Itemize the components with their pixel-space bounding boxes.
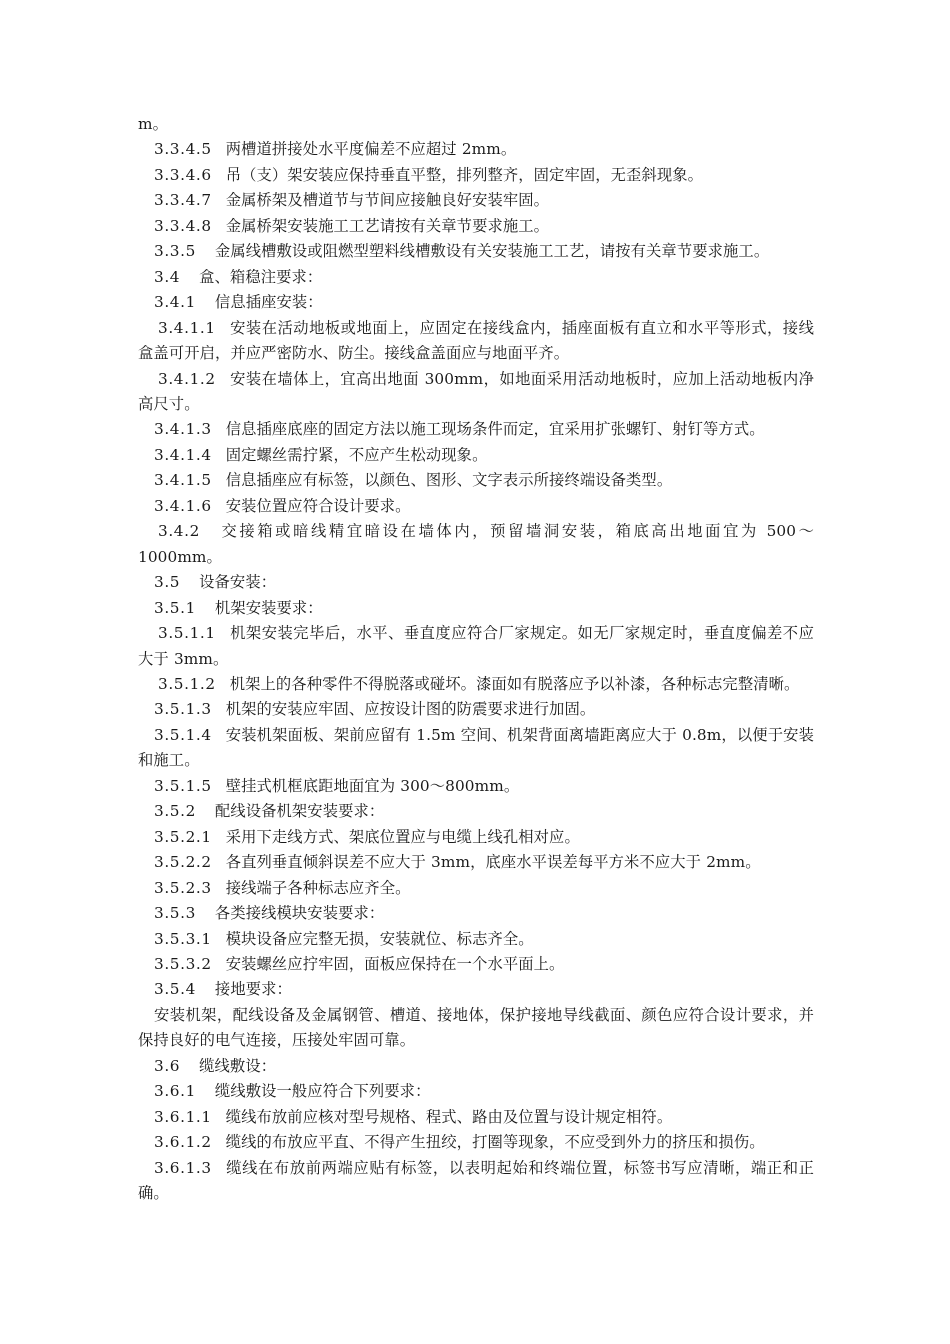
- clause-number: 3.5.1.1: [158, 624, 216, 643]
- clause-paragraph: [138, 1156, 814, 1207]
- clause-paragraph: [138, 596, 814, 621]
- clause-number: 3.3.4.6: [154, 165, 212, 184]
- clause-number: 3.5.1.5: [154, 776, 212, 795]
- clause-text: 安装位置应符合设计要求。: [225, 496, 411, 515]
- clause-paragraph: [138, 1054, 814, 1079]
- clause-text: 配线设备机架安装要求：: [214, 802, 385, 821]
- clause-text: 模块设备应完整无损，安装就位、标志齐全。: [225, 929, 534, 948]
- clause-text: 采用下走线方式、架底位置应与电缆上线孔相对应。: [225, 827, 580, 846]
- clause-paragraph: [138, 927, 814, 952]
- clause-text: 信息插座安装：: [214, 293, 323, 312]
- clause-paragraph: [138, 570, 814, 595]
- clause-paragraph: [138, 901, 814, 926]
- clause-text: 缆线敷设：: [199, 1056, 277, 1075]
- clause-number: 3.3.5: [154, 242, 196, 261]
- clause-text: 缆线敷设一般应符合下列要求：: [214, 1082, 431, 1101]
- clause-number: 3.5.1.4: [154, 725, 212, 744]
- clause-text: 吊（支）架安装应保持垂直平整，排列整齐，固定牢固，无歪斜现象。: [225, 165, 704, 184]
- clause-paragraph: [138, 265, 814, 290]
- clause-paragraph: [138, 977, 814, 1002]
- clause-paragraph: [138, 188, 814, 213]
- clause-paragraph: [138, 239, 814, 264]
- clause-text: 安装机架，配线设备及金属钢管、槽道、接地体，保护接地导线截面、颜色应符合设计要求，并保持良好的电气连接，压接处牢固可靠。: [138, 1005, 814, 1050]
- clause-number: 3.4.1.3: [154, 420, 212, 439]
- clause-number: 3.4.1.5: [154, 471, 212, 490]
- clause-number: 3.5.1.2: [158, 674, 216, 693]
- clause-paragraph: [138, 214, 814, 239]
- clause-number: 3.5.1: [154, 598, 196, 617]
- clause-text: 设备安装：: [199, 573, 277, 592]
- clause-paragraph: [138, 1130, 814, 1155]
- clause-text: 安装机架面板、架前应留有 1.5m 空间、机架背面离墙距离应大于 0.8m，以便于安装和施工。: [138, 725, 814, 770]
- clause-paragraph: [138, 672, 814, 697]
- clause-number: 3.6.1.1: [154, 1107, 212, 1126]
- clause-number: 3.5: [154, 573, 181, 592]
- clause-number: 3.5.4: [154, 980, 196, 999]
- clause-paragraph: [138, 952, 814, 977]
- clause-text: 金属桥架安装施工工艺请按有关章节要求施工。: [225, 216, 550, 235]
- clause-number: 3.5.2.1: [154, 827, 212, 846]
- clause-text: 金属桥架及槽道节与节间应接触良好安装牢固。: [225, 191, 550, 210]
- clause-paragraph: [138, 1105, 814, 1130]
- clause-paragraph: [138, 290, 814, 315]
- clause-text: 固定螺丝需拧紧，不应产生松动现象。: [225, 445, 488, 464]
- clause-text: 盒、箱稳注要求：: [199, 267, 323, 286]
- clause-text: 信息插座应有标签，以颜色、图形、文字表示所接终端设备类型。: [225, 471, 673, 490]
- clause-number: 3.3.4.5: [154, 140, 212, 159]
- clause-text: 缆线布放前应核对型号规格、程式、路由及位置与设计规定相符。: [225, 1107, 673, 1126]
- clause-number: 3.5.2: [154, 802, 196, 821]
- clause-paragraph: [138, 417, 814, 442]
- clause-text: 机架安装要求：: [214, 598, 323, 617]
- clause-text: 机架的安装应牢固、应按设计图的防震要求进行加固。: [225, 700, 596, 719]
- clause-number: 3.5.3.1: [154, 929, 212, 948]
- clause-text: m。: [138, 115, 169, 133]
- clause-number: 3.6.1.3: [154, 1158, 212, 1177]
- clause-text: 各类接线模块安装要求：: [214, 904, 385, 923]
- clause-number: 3.5.3.2: [154, 954, 212, 973]
- clause-paragraph: [138, 850, 814, 875]
- clause-number: 3.4.2: [158, 522, 200, 541]
- clause-text: 安装在活动地板或地面上，应固定在接线盒内，插座面板有直立和水平等形式，接线盒盖可开启，并应严密防水、防尘。接线盒盖面应与地面平齐。: [138, 318, 814, 363]
- clause-paragraph: [138, 367, 814, 418]
- clause-text: 交接箱或暗线精宜暗设在墙体内，预留墙洞安装，箱底高出地面宜为 500～1000mm。: [138, 522, 814, 566]
- clause-paragraph: [138, 137, 814, 162]
- clause-paragraph: [138, 799, 814, 824]
- clause-paragraph: [138, 825, 814, 850]
- document-text-body: [138, 112, 814, 1206]
- clause-number: 3.5.1.3: [154, 700, 212, 719]
- clause-number: 3.5.2.2: [154, 853, 212, 872]
- clause-text: 缆线的布放应平直、不得产生扭绞，打圈等现象，不应受到外力的挤压和损伤。: [225, 1133, 765, 1152]
- clause-number: 3.4.1.6: [154, 496, 212, 515]
- clause-paragraph: [138, 163, 814, 188]
- clause-number: 3.4: [154, 267, 181, 286]
- clause-text: 接地要求：: [214, 980, 292, 999]
- clause-text: 两槽道拼接处水平度偏差不应超过 2mm。: [225, 140, 517, 159]
- clause-number: 3.6.1.2: [154, 1133, 212, 1152]
- clause-text: 金属线槽敷设或阻燃型塑料线槽敷设有关安装施工工艺，请按有关章节要求施工。: [214, 242, 770, 261]
- clause-paragraph: [138, 468, 814, 493]
- clause-number: 3.3.4.7: [154, 191, 212, 210]
- clause-text: 接线端子各种标志应齐全。: [225, 878, 411, 897]
- clause-number: 3.4.1: [154, 293, 196, 312]
- clause-paragraph: [138, 112, 814, 137]
- clause-number: 3.6.1: [154, 1082, 196, 1101]
- clause-text: 安装在墙体上，宜高出地面 300mm，如地面采用活动地板时，应加上活动地板内净高尺寸。: [138, 369, 814, 413]
- clause-number: 3.6: [154, 1056, 181, 1075]
- clause-number: 3.4.1.1: [158, 318, 216, 337]
- clause-paragraph: [138, 1003, 814, 1054]
- clause-number: 3.5.3: [154, 904, 196, 923]
- clause-text: 信息插座底座的固定方法以施工现场条件而定，宜采用扩张螺钉、射钉等方式。: [225, 420, 765, 439]
- clause-number: 3.4.1.4: [154, 445, 212, 464]
- clause-number: 3.3.4.8: [154, 216, 212, 235]
- clause-text: 机架安装完毕后，水平、垂直度应符合厂家规定。如无厂家规定时，垂直度偏差不应大于 3mm。: [138, 624, 814, 668]
- clause-text: 各直列垂直倾斜误差不应大于 3mm，底座水平误差每平方米不应大于 2mm。: [225, 853, 761, 872]
- clause-text: 机架上的各种零件不得脱落或碰坏。漆面如有脱落应予以补漆，各种标志完整清晰。: [229, 674, 800, 693]
- clause-paragraph: [138, 621, 814, 672]
- clause-paragraph: [138, 697, 814, 722]
- clause-number: 3.4.1.2: [158, 369, 216, 388]
- clause-paragraph: [138, 519, 814, 570]
- clause-paragraph: [138, 774, 814, 799]
- clause-paragraph: [138, 494, 814, 519]
- clause-paragraph: [138, 1079, 814, 1104]
- clause-text: 安装螺丝应拧牢固，面板应保持在一个水平面上。: [225, 954, 565, 973]
- clause-paragraph: [138, 443, 814, 468]
- clause-number: 3.5.2.3: [154, 878, 212, 897]
- clause-paragraph: [138, 723, 814, 774]
- clause-paragraph: [138, 316, 814, 367]
- clause-text: 缆线在布放前两端应贴有标签，以表明起始和终端位置，标签书写应清晰，端正和正确。: [138, 1158, 814, 1203]
- clause-text: 壁挂式机框底距地面宜为 300～800mm。: [225, 776, 520, 795]
- clause-paragraph: [138, 876, 814, 901]
